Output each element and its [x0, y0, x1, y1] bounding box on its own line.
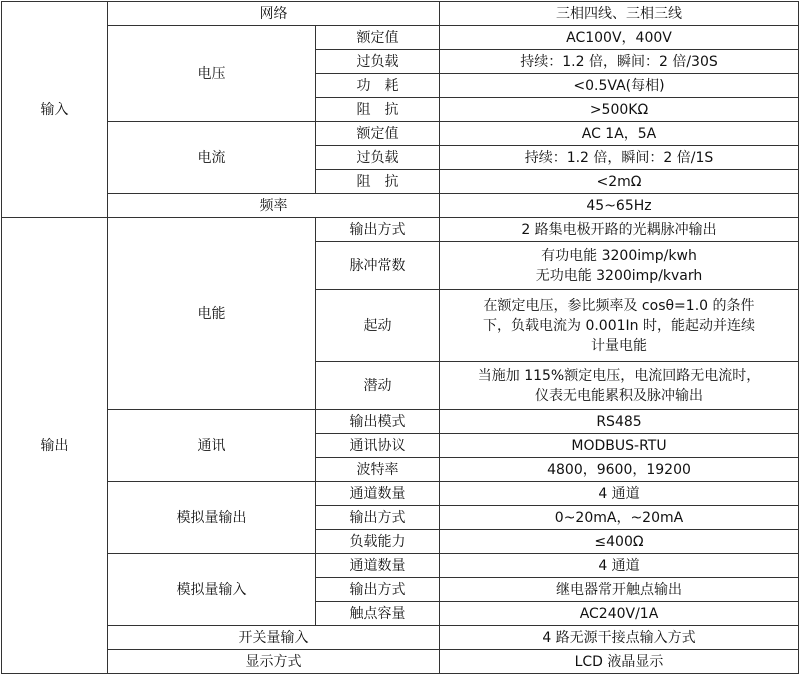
analog-out-label: 模拟量输出: [108, 482, 316, 554]
startup-line: 下，负载电流为 0.001In 时，能起动并连续: [483, 317, 755, 334]
param-value: RS485: [440, 410, 799, 434]
param-value: 持续：1.2 倍，瞬间：2 倍/30S: [440, 50, 799, 74]
table-row: [2, 410, 799, 434]
param-label: 通道数量: [316, 554, 440, 578]
pulse-reactive-line: 无功电能 3200imp/kvarh: [535, 267, 703, 284]
voltage-label: 电压: [108, 26, 316, 122]
param-value: >500KΩ: [440, 98, 799, 122]
param-label: 脉冲常数: [316, 242, 440, 290]
table-row: [2, 122, 799, 146]
param-label: 潜动: [316, 362, 440, 410]
param-label: 额定值: [316, 26, 440, 50]
startup-line: 在额定电压，参比频率及 cosθ=1.0 的条件: [483, 297, 755, 314]
table-row: [2, 650, 799, 674]
switch-in-label: 开关量输入: [108, 626, 440, 650]
param-value: AC100V，400V: [440, 26, 799, 50]
creep-line: 仪表无电能累积及脉冲输出: [535, 387, 703, 404]
table-row: [2, 554, 799, 578]
creep-line: 当施加 115%额定电压，电流回路无电流时，: [477, 367, 761, 384]
param-label: 输出模式: [316, 410, 440, 434]
table-row: [2, 626, 799, 650]
param-label: 过负载: [316, 146, 440, 170]
frequency-value: 45~65Hz: [440, 194, 799, 218]
display-value: LCD 液晶显示: [440, 650, 799, 674]
param-label: 输出方式: [316, 218, 440, 242]
param-label: 过负载: [316, 50, 440, 74]
param-label: 输出方式: [316, 506, 440, 530]
param-value: 4 通道: [440, 482, 799, 506]
param-label: 阻 抗: [316, 98, 440, 122]
network-value: 三相四线、三相三线: [440, 2, 799, 26]
display-label: 显示方式: [108, 650, 440, 674]
creep-value: [440, 362, 799, 410]
param-label: 负载能力: [316, 530, 440, 554]
spec-table: [1, 1, 799, 674]
param-label: 阻 抗: [316, 170, 440, 194]
param-label: 波特率: [316, 458, 440, 482]
param-label: 额定值: [316, 122, 440, 146]
param-value: 持续：1.2 倍，瞬间：2 倍/1S: [440, 146, 799, 170]
param-label: 触点容量: [316, 602, 440, 626]
param-value: AC 1A，5A: [440, 122, 799, 146]
param-value: 4 通道: [440, 554, 799, 578]
frequency-label: 频率: [108, 194, 440, 218]
comm-label: 通讯: [108, 410, 316, 482]
table-row: [2, 218, 799, 242]
network-label: 网络: [108, 2, 440, 26]
table-row: [2, 26, 799, 50]
param-label: 功 耗: [316, 74, 440, 98]
param-value: 0~20mA，~20mA: [440, 506, 799, 530]
startup-value: [440, 290, 799, 362]
param-value: ≤400Ω: [440, 530, 799, 554]
param-label: 起动: [316, 290, 440, 362]
param-value: 2 路集电极开路的光耦脉冲输出: [440, 218, 799, 242]
param-value: AC240V/1A: [440, 602, 799, 626]
current-label: 电流: [108, 122, 316, 194]
param-value: <2mΩ: [440, 170, 799, 194]
energy-label: 电能: [108, 218, 316, 410]
param-value: <0.5VA(每相): [440, 74, 799, 98]
param-label: 输出方式: [316, 578, 440, 602]
startup-line: 计量电能: [591, 337, 647, 354]
table-row: [2, 482, 799, 506]
section-input-label: 输入: [2, 2, 108, 218]
param-value: 继电器常开触点输出: [440, 578, 799, 602]
param-label: 通讯协议: [316, 434, 440, 458]
section-output-label: 输出: [2, 218, 108, 674]
param-label: 通道数量: [316, 482, 440, 506]
switch-in-value: 4 路无源干接点输入方式: [440, 626, 799, 650]
table-row: [2, 2, 799, 26]
analog-in-label: 模拟量输入: [108, 554, 316, 626]
param-value: MODBUS-RTU: [440, 434, 799, 458]
param-value: 4800，9600，19200: [440, 458, 799, 482]
pulse-constant-value: [440, 242, 799, 290]
pulse-active-line: 有功电能 3200imp/kwh: [541, 247, 697, 264]
table-row: [2, 194, 799, 218]
